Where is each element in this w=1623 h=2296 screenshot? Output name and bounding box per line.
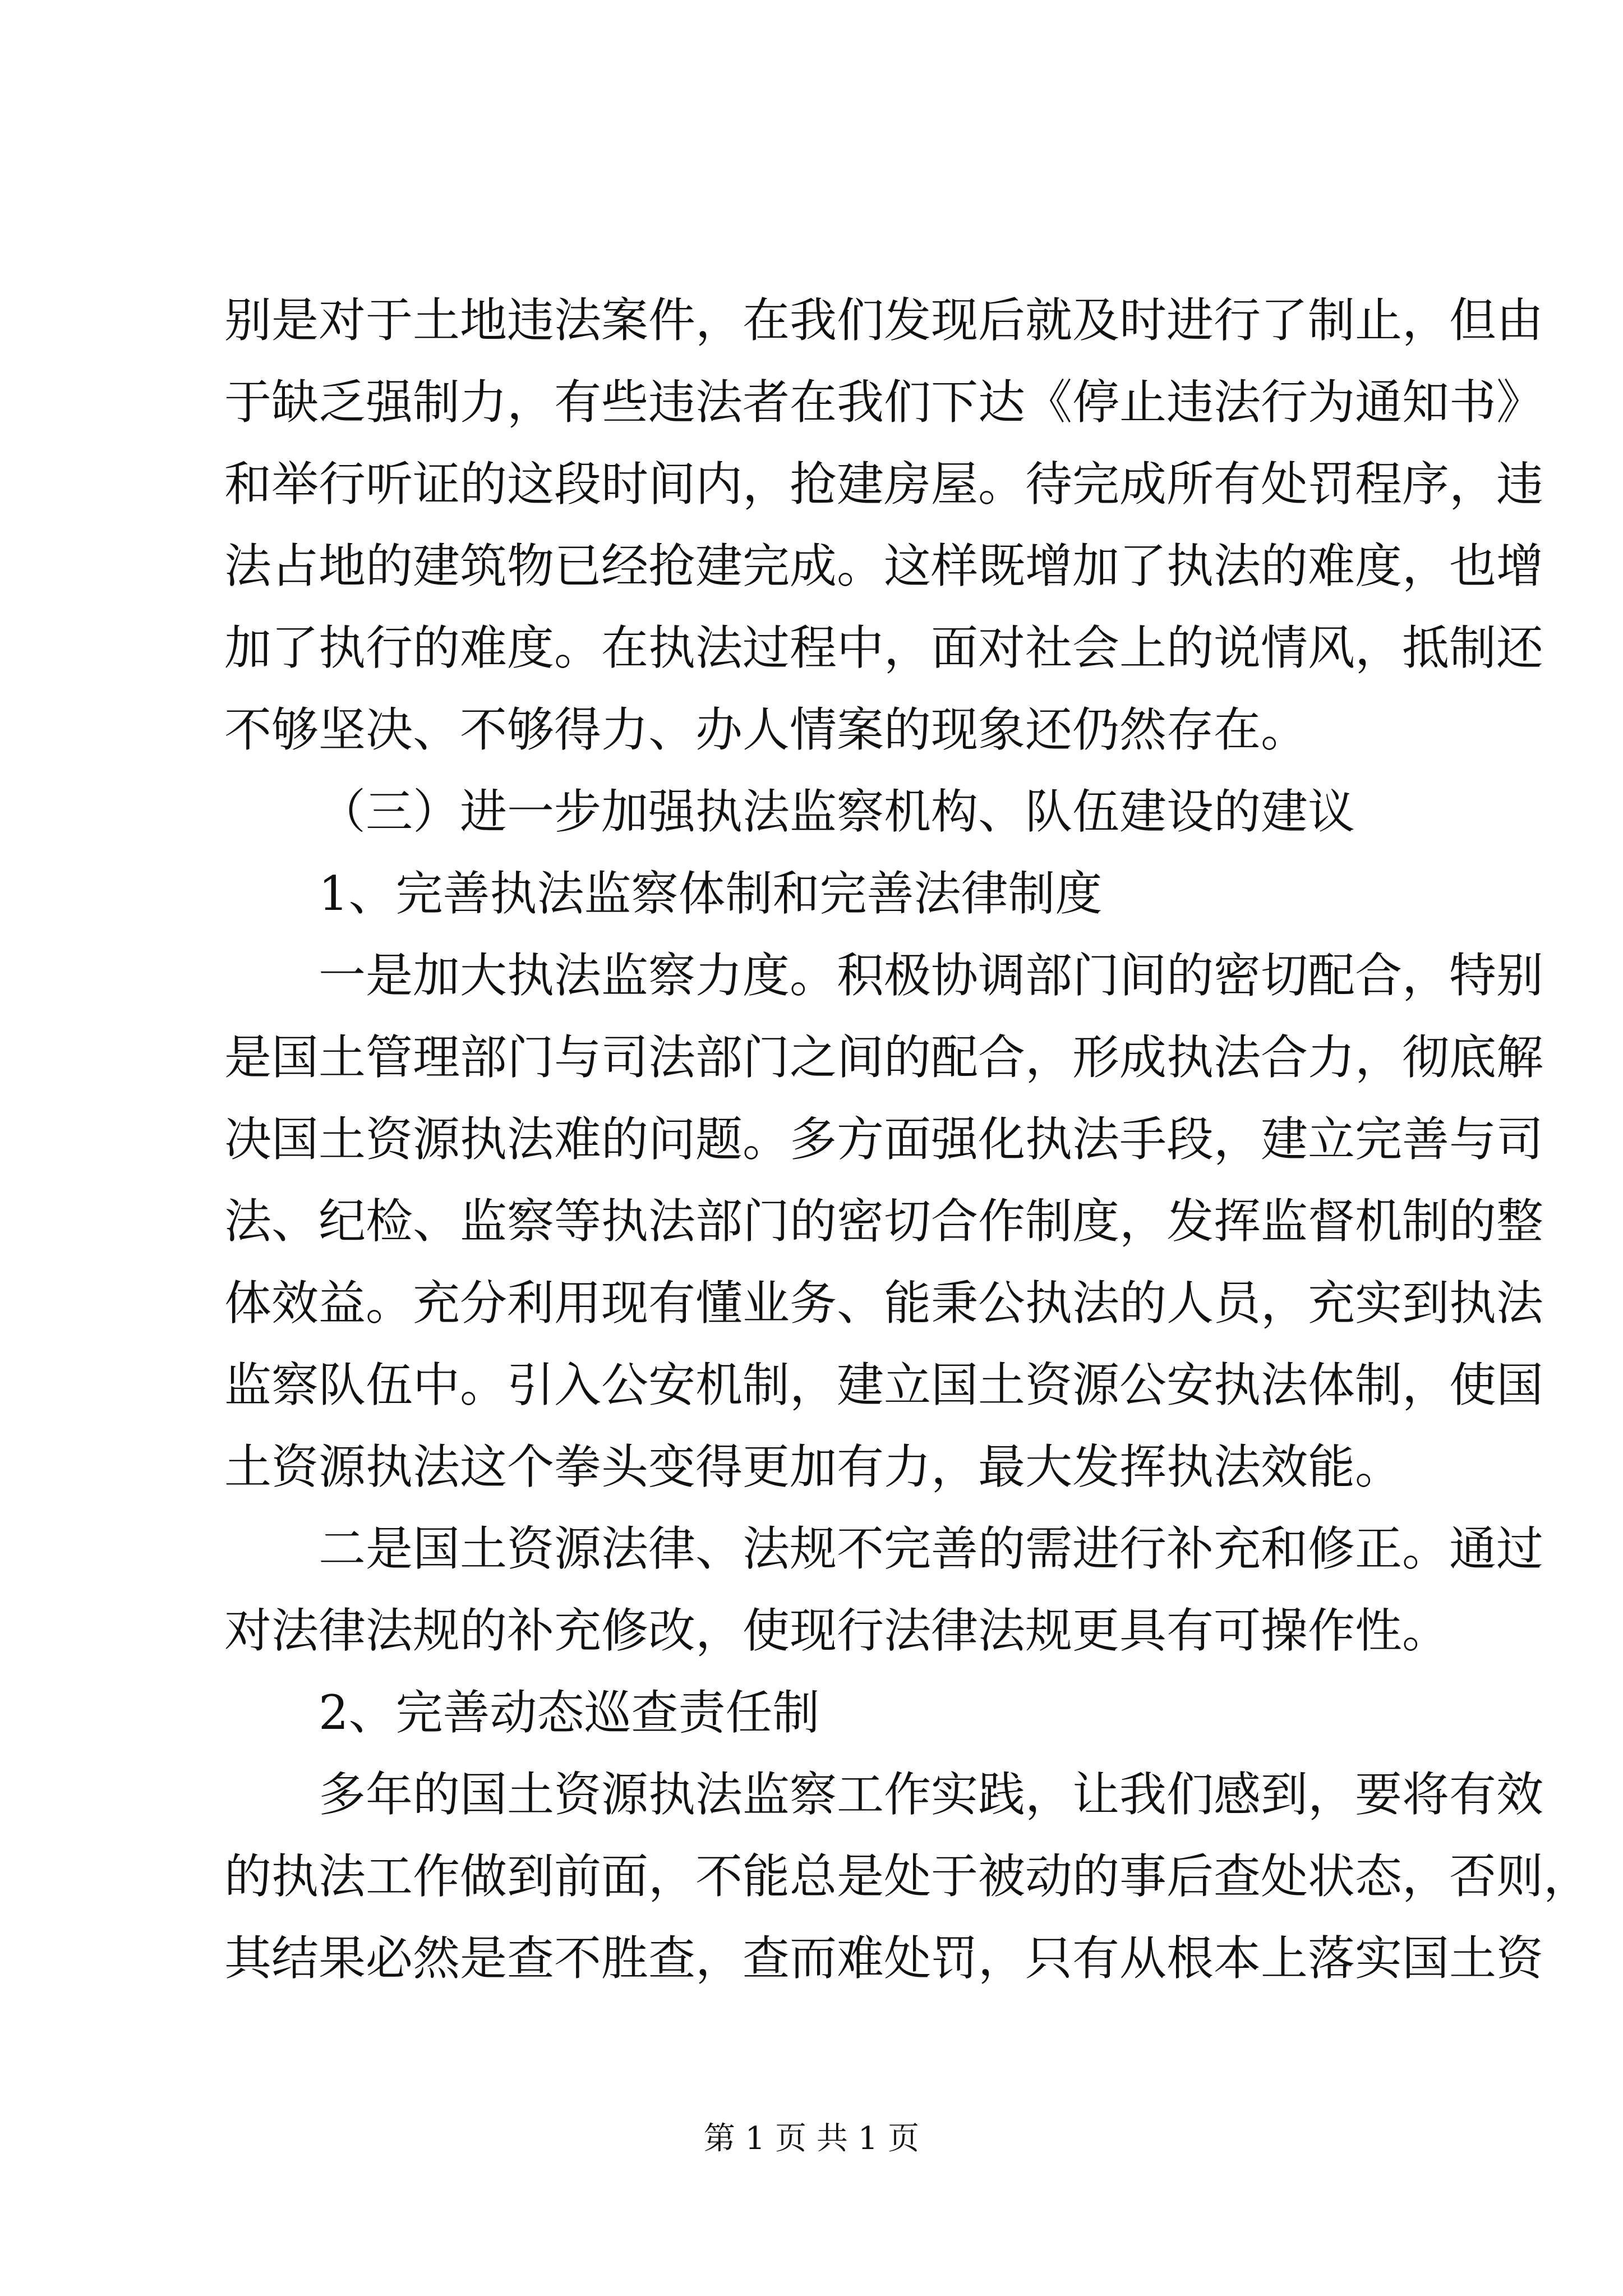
paragraph-line: 一是加大执法监察力度。积极协调部门间的密切配合，特别 — [319, 948, 1544, 1003]
paragraph-line: 别是对于土地违法案件，在我们发现后就及时进行了制止，但由 — [224, 293, 1544, 348]
paragraph-line: 法、纪检、监察等执法部门的密切合作制度，发挥监督机制的整 — [224, 1194, 1544, 1249]
paragraph-line: 加了执行的难度。在执法过程中，面对社会上的说情风，抵制还 — [224, 620, 1544, 675]
paragraph-line: 二是国土资源法律、法规不完善的需进行补充和修正。通过 — [319, 1521, 1544, 1576]
paragraph-line: 和举行听证的这段时间内，抢建房屋。待完成所有处罚程序，违 — [224, 457, 1544, 512]
paragraph-line: 多年的国土资源执法监察工作实践，让我们感到，要将有效 — [319, 1767, 1544, 1822]
section-heading: （三）进一步加强执法监察机构、队伍建设的建议 — [319, 784, 1355, 839]
paragraph-line: 于缺乏强制力，有些违法者在我们下达《停止违法行为通知书》 — [224, 375, 1544, 430]
paragraph-line: 土资源执法这个拳头变得更加有力，最大发挥执法效能。 — [224, 1439, 1403, 1494]
paragraph-line: 体效益。充分利用现有懂业务、能秉公执法的人员，充实到执法 — [224, 1276, 1544, 1331]
paragraph-line: 法占地的建筑物已经抢建完成。这样既增加了执法的难度，也增 — [224, 539, 1544, 593]
body-text — [224, 279, 1591, 1999]
paragraph-line: 不够坚决、不够得力、办人情案的现象还仍然存在。 — [224, 702, 1308, 757]
subsection-heading: 2、完善动态巡查责任制 — [319, 1685, 820, 1740]
paragraph-line: 的执法工作做到前面，不能总是处于被动的事后查处状态，否则， — [224, 1849, 1591, 1904]
paragraph-line: 是国土管理部门与司法部门之间的配合，形成执法合力，彻底解 — [224, 1030, 1544, 1085]
paragraph-line: 其结果必然是查不胜查，查而难处罚，只有从根本上落实国土资 — [224, 1931, 1544, 1986]
paragraph-line: 监察队伍中。引入公安机制，建立国土资源公安执法体制，使国 — [224, 1358, 1544, 1412]
paragraph-line: 对法律法规的补充修改，使现行法律法规更具有可操作性。 — [224, 1603, 1450, 1658]
subsection-heading: 1、完善执法监察体制和完善法律制度 — [319, 866, 1103, 921]
paragraph-line: 决国土资源执法难的问题。多方面强化执法手段，建立完善与司 — [224, 1112, 1544, 1167]
page-footer — [0, 2119, 1623, 2159]
page-number: 第 1 页 共 1 页 — [703, 2120, 920, 2157]
